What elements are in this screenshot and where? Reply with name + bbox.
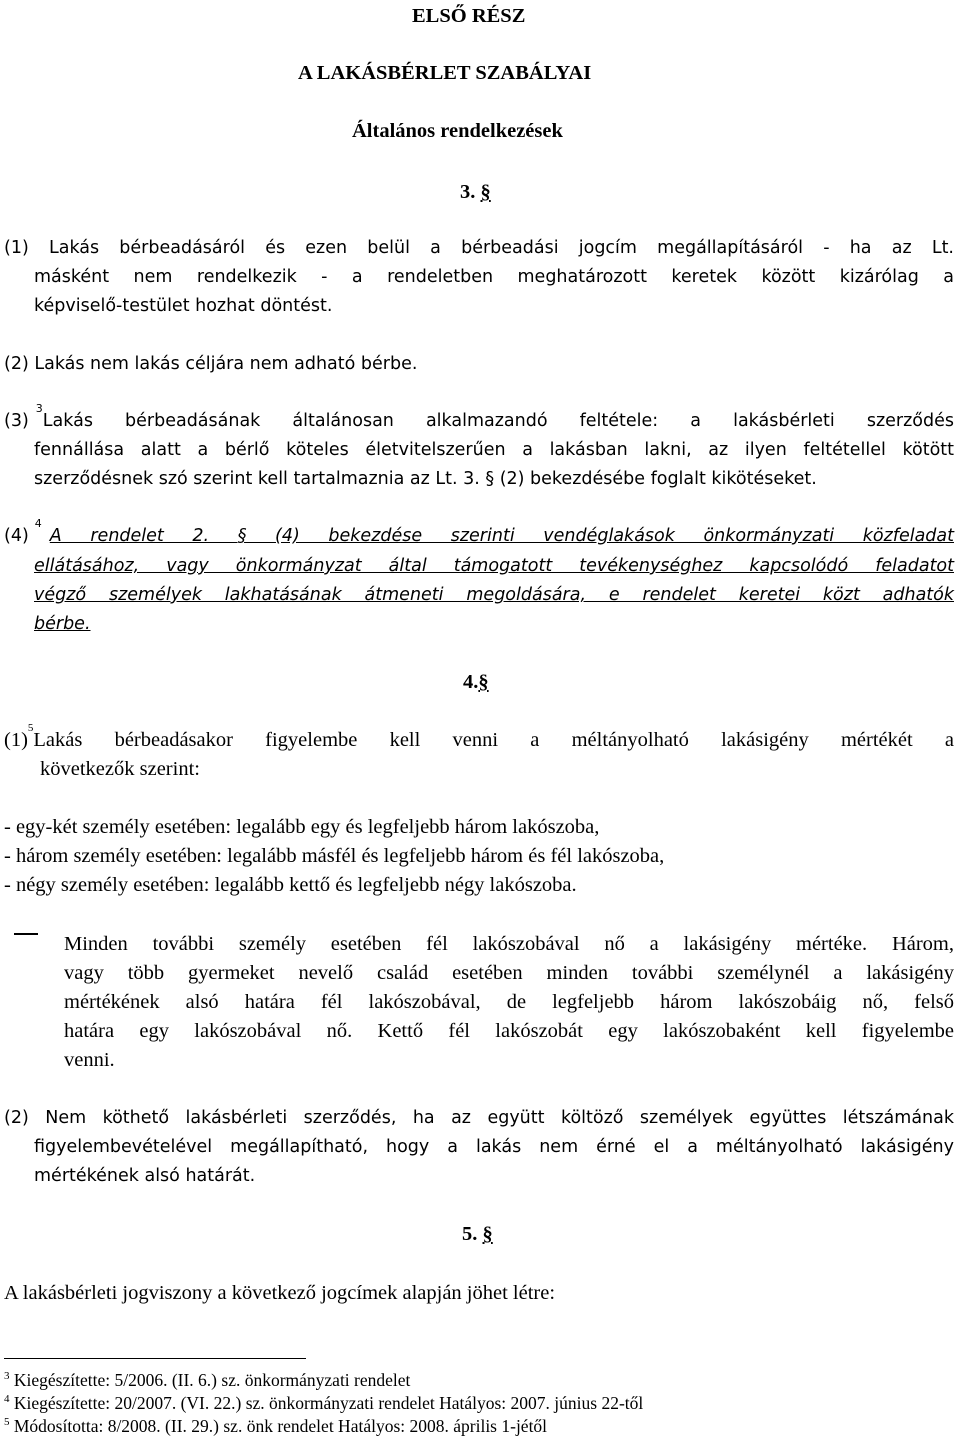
dash-item-line3: mértékének alsó határa fél lakószobával, de legfeljebb három lakószobáig nő, felső (64, 991, 954, 1013)
footnote-item (4, 1370, 410, 1391)
footnote-number: 5 (4, 1416, 10, 1429)
s3-p3-line3: szerződésnek szó szerint kell tartalmaznia az Lt. 3. § (2) bekezdésébe foglalt kikötéseket. (34, 469, 817, 489)
s4-p2-line1: (2) Nem köthető lakásbérleti szerződés, ha az együtt költöző személyek együttes létszámának (4, 1108, 954, 1128)
paragraph-symbol: § (480, 181, 491, 203)
section-3-heading (460, 180, 491, 204)
section-subtitle: Általános rendelkezések (352, 120, 563, 142)
s3-p4-line1 (4, 517, 954, 548)
s3-p4-line1-text: A rendelet 2. § (4) bekezdése szerinti vendéglakások önkormányzati közfeladat (49, 526, 954, 546)
part-heading: ELSŐ RÉSZ (412, 5, 526, 27)
s4-p2-line2: figyelembevételével megállapítható, hogy a lakás nem érné el a méltányolható lakásigény (34, 1137, 954, 1157)
footnote-item (4, 1416, 547, 1437)
s4-p1-line2: következők szerint: (40, 758, 200, 780)
dash-item-line2: vagy több gyermeket nevelő család esetében minden további személynél a lakásigény (64, 962, 954, 984)
footnote-text: Kiegészítette: 20/2007. (VI. 22.) sz. önkormányzati rendelet Hatályos: 2007. június 22-től (13, 1393, 644, 1413)
s3-p2: (2) Lakás nem lakás céljára nem adható bérbe. (4, 354, 418, 374)
footnote-separator (4, 1358, 306, 1359)
s3-p4-line2: ellátásához, vagy önkormányzat által támogatott tevékenységhez kapcsolódó feladatot (34, 556, 954, 576)
document-title: A LAKÁSBÉRLET SZABÁLYAI (298, 62, 592, 84)
footnote-ref-5: 5 (27, 722, 34, 734)
dash-item-line1: Minden további személy esetében fél lakószobával nő a lakásigény mértéke. Három, (64, 933, 954, 955)
list-item: - négy személy esetében: legalább kettő és legfeljebb négy lakószoba. (4, 874, 577, 896)
dash-bullet (14, 933, 38, 935)
section-number: 3. (460, 181, 476, 203)
s4-p1-line1-text: Lakás bérbeadásakor figyelembe kell venni a méltányolható lakásigény mértékét a (33, 729, 954, 751)
footnote-ref-3: 3 (35, 402, 43, 415)
dash-item-line4: határa egy lakószobával nő. Kettő fél lakószobát egy lakószobaként kell figyelembe (64, 1020, 954, 1042)
s3-p4-line3: végző személyek lakhatásának átmeneti megoldására, e rendelet keretei közt adhatók (34, 585, 954, 605)
footnote-text: Kiegészítette: 5/2006. (II. 6.) sz. önkormányzati rendelet (13, 1370, 411, 1390)
s3-p3-line1-text: Lakás bérbeadásának általánosan alkalmazandó feltétele: a lakásbérleti szerződés (42, 411, 954, 431)
paragraph-symbol: § (482, 1223, 493, 1245)
s4-p1-line1 (4, 722, 954, 752)
footnote-ref-4: 4 (34, 517, 42, 530)
footnote-item (4, 1393, 643, 1414)
s5-p1: A lakásbérleti jogviszony a következő jogcímek alapján jöhet létre: (4, 1282, 556, 1304)
s3-p3-line2: fennállása alatt a bérlő köteles életvitelszerűen a lakásban lakni, az ilyen feltétellel kötött (34, 440, 954, 460)
s3-p4-prefix: (4) (4, 526, 29, 546)
s3-p3-prefix: (3) (4, 411, 29, 431)
footnote-number: 4 (4, 1393, 10, 1406)
s3-p4-line4: bérbe. (34, 614, 91, 634)
s3-p1-line1: (1) Lakás bérbeadásáról és ezen belül a bérbeadási jogcím megállapításáról - ha az Lt. (4, 238, 954, 258)
dash-item-line5: venni. (64, 1049, 115, 1071)
s4-p1-prefix: (1) (4, 729, 28, 751)
s4-p2-line3: mértékének alsó határát. (34, 1166, 256, 1186)
list-item: - három személy esetében: legalább másfél és legfeljebb három és fél lakószoba, (4, 845, 665, 867)
footnote-text: Módosította: 8/2008. (II. 29.) sz. önk rendelet Hatályos: 2008. április 1-jétől (13, 1416, 548, 1436)
list-item: - egy-két személy esetében: legalább egy és legfeljebb három lakószoba, (4, 816, 600, 838)
s3-p3-line1 (4, 402, 954, 433)
s3-p1-line2: másként nem rendelkezik - a rendeletben meghatározott keretek között kizárólag a (34, 267, 954, 287)
section-number: 4. (463, 671, 479, 693)
section-5-heading (462, 1222, 493, 1246)
s3-p1-line3: képviselő-testület hozhat döntést. (34, 296, 333, 316)
paragraph-symbol: § (478, 671, 489, 693)
section-number: 5. (462, 1223, 478, 1245)
section-4-heading (463, 670, 489, 694)
footnote-number: 3 (4, 1370, 10, 1383)
